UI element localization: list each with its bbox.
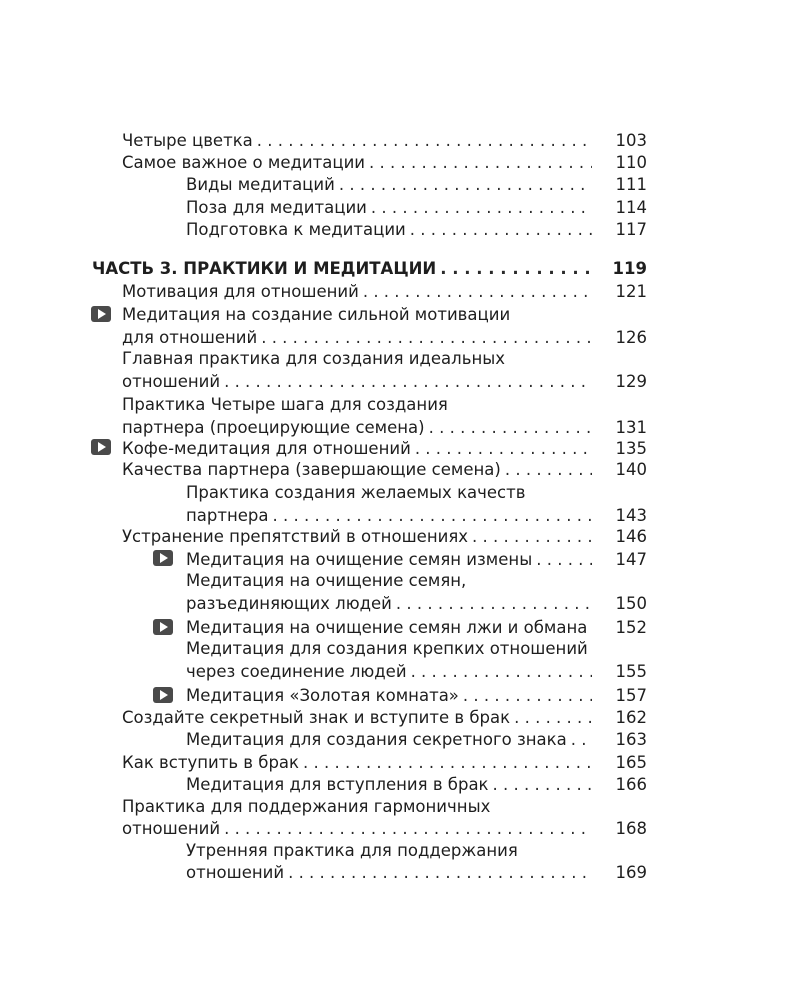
toc-entry[interactable] (122, 327, 596, 349)
toc-entry[interactable] (186, 219, 596, 241)
toc-entry-title: Поза для медитации (186, 198, 367, 217)
toc-page-number: 150 (615, 594, 647, 613)
toc-page-number: 166 (615, 775, 647, 794)
toc-entry[interactable] (186, 661, 596, 683)
leader-dots (396, 593, 592, 615)
toc-entry-title-line2: через соединение людей (186, 662, 407, 681)
toc-entry[interactable] (122, 818, 596, 840)
toc-entry[interactable] (186, 593, 596, 615)
video-play-icon[interactable] (153, 619, 173, 635)
toc-entry-title: Медитация на очищение семян измены (186, 550, 533, 569)
toc-page-number: 168 (615, 819, 647, 838)
leader-dots (339, 174, 592, 196)
toc-entry-title: Качества партнера (завершающие семена) (122, 460, 501, 479)
leader-dots (261, 327, 592, 349)
toc-entry-title: Как вступить в брак (122, 753, 299, 772)
toc-page-number: 152 (615, 618, 647, 637)
toc-entry[interactable] (122, 417, 596, 439)
leader-dots (410, 219, 592, 241)
toc-page-number: 117 (615, 220, 647, 239)
toc-page-number: 129 (615, 372, 647, 391)
leader-dots (371, 197, 592, 219)
leader-dots (411, 661, 592, 683)
leader-dots (505, 459, 592, 481)
leader-dots (363, 281, 592, 303)
leader-dots (591, 617, 592, 639)
leader-dots (224, 371, 592, 393)
toc-entry[interactable] (186, 774, 596, 796)
leader-dots (571, 729, 592, 751)
toc-entry[interactable] (186, 729, 596, 751)
toc-page-number: 110 (615, 153, 647, 172)
toc-entry-title: ЧАСТЬ 3. ПРАКТИКИ И МЕДИТАЦИИ (92, 259, 437, 278)
toc-page-number: 169 (615, 863, 647, 882)
toc-entry-title-line2: отношений (122, 819, 221, 838)
toc-entry[interactable] (186, 685, 596, 707)
toc-entry[interactable] (122, 752, 596, 774)
toc-page-number: 157 (615, 686, 647, 705)
toc-entry[interactable] (186, 505, 596, 527)
toc-entry-title-line1[interactable]: Главная практика для создания идеальных (122, 349, 506, 368)
toc-page-number: 135 (615, 439, 647, 458)
toc-entry-title: Мотивация для отношений (122, 282, 359, 301)
leader-dots (288, 862, 592, 884)
leader-dots (514, 707, 592, 729)
toc-entry-title-line2: отношений (122, 372, 221, 391)
toc-page-number: 140 (615, 460, 647, 479)
toc-entry-title: Виды медитаций (186, 175, 335, 194)
toc-page-number: 146 (615, 527, 647, 546)
leader-dots (257, 130, 592, 152)
leader-dots (536, 549, 592, 571)
toc-entry-title: Медитация «Золотая комната» (186, 686, 459, 705)
toc-entry-title-line1[interactable]: Практика Четыре шага для создания (122, 395, 448, 414)
leader-dots (440, 258, 592, 280)
leader-dots (415, 438, 592, 460)
toc-entry[interactable] (122, 526, 596, 548)
toc-entry-title: Подготовка к медитации (186, 220, 406, 239)
toc-entry[interactable] (122, 707, 596, 729)
toc-entry[interactable] (186, 197, 596, 219)
toc-entry-title-line2: партнера (проецирующие семена) (122, 418, 425, 437)
toc-page-number: 165 (615, 753, 647, 772)
toc-entry-title: Самое важное о медитации (122, 153, 366, 172)
leader-dots (369, 152, 592, 174)
leader-dots (429, 417, 592, 439)
toc-page-number: 143 (615, 506, 647, 525)
toc-entry-title-line2: разъединяющих людей (186, 594, 392, 613)
video-play-icon[interactable] (153, 687, 173, 703)
toc-entry-title: Устранение препятствий в отношениях (122, 527, 469, 546)
leader-dots (303, 752, 592, 774)
leader-dots (224, 818, 592, 840)
toc-entry[interactable] (186, 862, 596, 884)
toc-page-number: 111 (615, 175, 647, 194)
toc-entry-title-line2: отношений (186, 863, 285, 882)
toc-page-number: 147 (615, 550, 647, 569)
leader-dots (273, 505, 592, 527)
toc-page-number: 131 (615, 418, 647, 437)
toc-entry-title-line1[interactable]: Практика для поддержания гармоничных (122, 797, 491, 816)
toc-entry-title-line1[interactable]: Практика создания желаемых качеств (186, 483, 526, 502)
toc-entry[interactable] (186, 174, 596, 196)
toc-page-number: 163 (615, 730, 647, 749)
toc-entry[interactable] (122, 152, 596, 174)
leader-dots (463, 685, 592, 707)
video-play-icon[interactable] (91, 306, 111, 322)
leader-dots (472, 526, 592, 548)
toc-entry[interactable] (122, 438, 596, 460)
video-play-icon[interactable] (153, 550, 173, 566)
toc-page-number: 162 (615, 708, 647, 727)
toc-entry[interactable] (122, 130, 596, 152)
toc-entry-title: Создайте секретный знак и вступите в брак (122, 708, 511, 727)
toc-page-number: 114 (615, 198, 647, 217)
toc-entry-title-line2: партнера (186, 506, 269, 525)
toc-entry[interactable] (122, 371, 596, 393)
toc-entry[interactable] (186, 617, 596, 639)
leader-dots (493, 774, 592, 796)
toc-page-number: 121 (615, 282, 647, 301)
toc-entry-title: Четыре цветка (122, 131, 253, 150)
toc-entry-title: Медитация для создания секретного знака (186, 730, 567, 749)
toc-entry-title-line1[interactable]: Медитация на очищение семян, (186, 571, 467, 590)
toc-page-number: 155 (615, 662, 647, 681)
toc-entry-title: Кофе-медитация для отношений (122, 439, 411, 458)
toc-entry-title-line1[interactable]: Медитация на создание сильной мотивации (122, 305, 511, 324)
toc-part-heading[interactable] (92, 258, 596, 280)
toc-page-number: 119 (612, 259, 647, 278)
toc-entry-title: Медитация на очищение семян лжи и обмана (186, 618, 588, 637)
toc-page-number: 103 (615, 131, 647, 150)
toc-page-number: 126 (615, 328, 647, 347)
toc-entry-title-line1[interactable]: Утренняя практика для поддержания (186, 841, 518, 860)
video-play-icon[interactable] (91, 439, 111, 455)
toc-entry[interactable] (122, 459, 596, 481)
toc-entry[interactable] (186, 549, 596, 571)
toc-entry-title-line1[interactable]: Медитация для создания крепких отношений (186, 639, 588, 658)
toc-entry-title-line2: для отношений (122, 328, 258, 347)
toc-entry-title: Медитация для вступления в брак (186, 775, 489, 794)
toc-entry[interactable] (122, 281, 596, 303)
